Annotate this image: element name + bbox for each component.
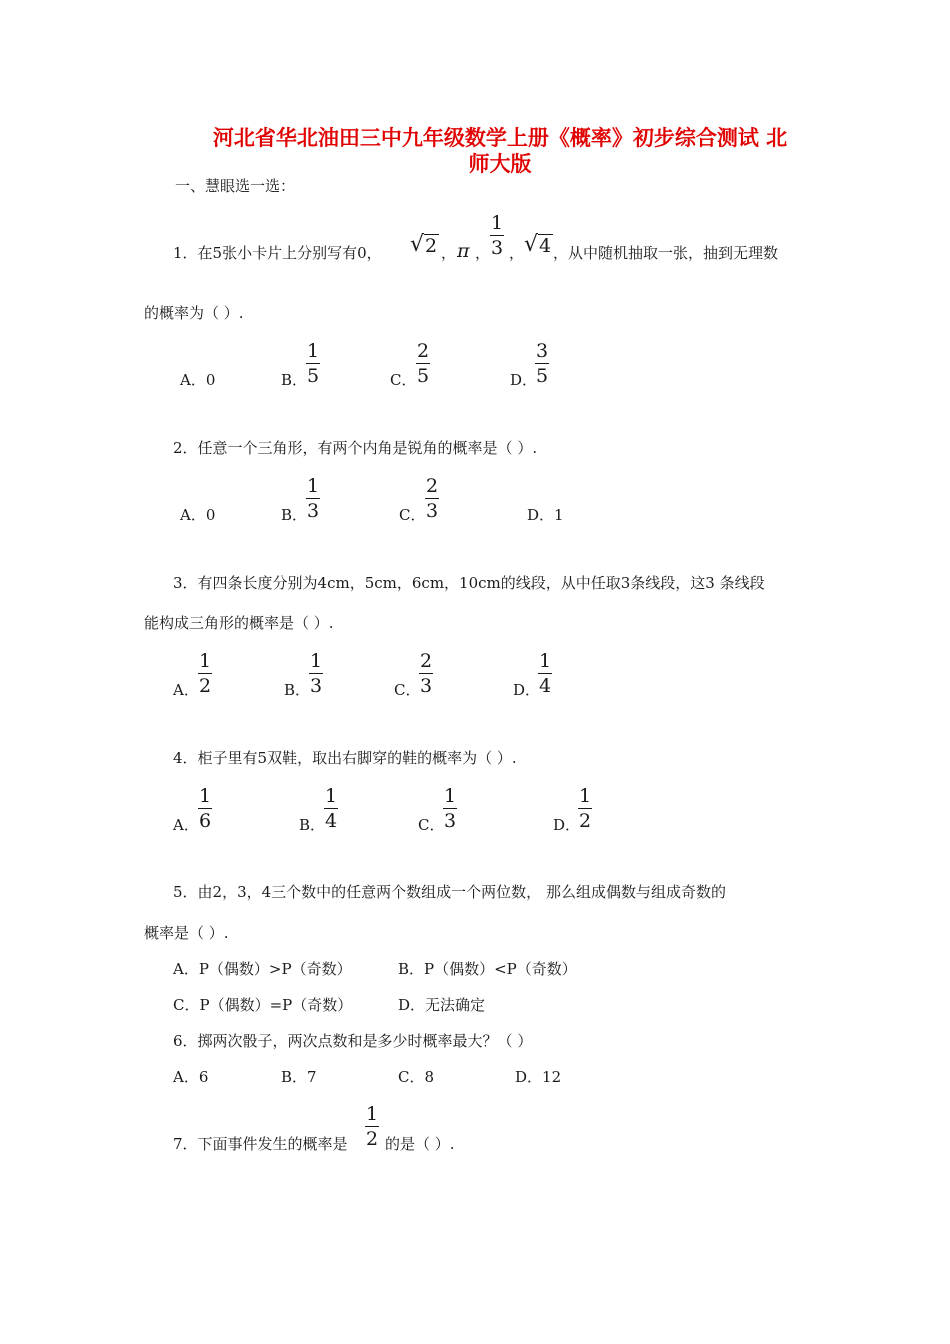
question-6-text: 6．掷两次骰子，两次点数和是多少时概率最大？（ ） xyxy=(173,1032,533,1050)
question-5-text-line-1: 5．由2，3，4三个数中的任意两个数组成一个两位数， 那么组成偶数与组成奇数的 xyxy=(173,883,726,901)
option-a: A．6 xyxy=(173,1068,209,1086)
option-b: B． xyxy=(284,681,311,699)
option-b: B．P（偶数）<P（奇数） xyxy=(398,960,577,978)
question-2-text: 2．任意一个三角形，有两个内角是锐角的概率是（ ）. xyxy=(173,439,538,457)
fraction-one-third xyxy=(490,214,504,258)
option-b-fraction xyxy=(324,787,338,831)
option-b: B．7 xyxy=(281,1068,317,1086)
denominator: 5 xyxy=(536,365,549,387)
numerator: 2 xyxy=(420,650,433,672)
numerator: 1 xyxy=(310,650,323,672)
option-d: D．12 xyxy=(515,1068,562,1086)
denominator: 5 xyxy=(417,365,430,387)
numerator: 2 xyxy=(417,340,430,362)
numerator: 1 xyxy=(491,212,504,234)
option-c: C． xyxy=(399,506,426,524)
option-a: A．P（偶数）>P（奇数） xyxy=(173,960,352,978)
option-a-fraction xyxy=(198,787,212,831)
separator: ， xyxy=(509,244,525,262)
pi-symbol: π xyxy=(457,240,470,262)
option-b-fraction xyxy=(306,477,320,521)
separator: ， xyxy=(475,244,491,262)
question-7-text-end: 的是（ ）. xyxy=(385,1135,455,1153)
document-title-line-1: 河北省华北油田三中九年级数学上册《概率》初步综合测试 北 xyxy=(212,126,788,150)
option-d: D． xyxy=(513,681,541,699)
option-c-fraction xyxy=(443,787,457,831)
option-c: C． xyxy=(418,816,445,834)
sqrt-4-expression xyxy=(524,234,553,256)
option-b: B． xyxy=(281,506,308,524)
option-d: D． xyxy=(510,371,538,389)
numerator: 1 xyxy=(307,475,320,497)
option-c-fraction xyxy=(425,477,439,521)
denominator: 3 xyxy=(444,810,457,832)
option-b: B． xyxy=(299,816,326,834)
denominator: 4 xyxy=(325,810,338,832)
numerator: 1 xyxy=(199,650,212,672)
denominator: 2 xyxy=(199,675,212,697)
option-a: A．0 xyxy=(180,371,216,389)
numerator: 1 xyxy=(579,785,592,807)
separator: ， xyxy=(441,244,457,262)
denominator: 6 xyxy=(199,810,212,832)
denominator: 4 xyxy=(539,675,552,697)
denominator: 3 xyxy=(310,675,323,697)
option-a: A． xyxy=(173,816,199,834)
option-d: D．1 xyxy=(527,506,564,524)
option-d-fraction xyxy=(578,787,592,831)
document-title-line-2: 师大版 xyxy=(468,152,532,176)
option-c: C．P（偶数）=P（奇数） xyxy=(173,996,353,1014)
numerator: 1 xyxy=(325,785,338,807)
option-b-fraction xyxy=(306,342,320,386)
option-a: A． xyxy=(173,681,199,699)
option-c-fraction xyxy=(419,652,433,696)
option-a-fraction xyxy=(198,652,212,696)
option-b-fraction xyxy=(309,652,323,696)
question-1-text-end: ，从中随机抽取一张，抽到无理数 xyxy=(553,244,779,262)
numerator: 1 xyxy=(366,1103,379,1125)
numerator: 1 xyxy=(539,650,552,672)
option-d-fraction xyxy=(535,342,549,386)
option-c: C．8 xyxy=(398,1068,435,1086)
option-d-fraction xyxy=(538,652,552,696)
denominator: 3 xyxy=(420,675,433,697)
denominator: 5 xyxy=(307,365,320,387)
option-a: A．0 xyxy=(180,506,216,524)
denominator: 3 xyxy=(491,237,504,259)
fraction-one-half xyxy=(365,1105,379,1149)
option-c-fraction xyxy=(416,342,430,386)
radicand: 4 xyxy=(539,235,552,257)
question-3-text-line-1: 3．有四条长度分别为4cm，5cm，6cm，10cm的线段，从中任取3条线段，这3 条线段 xyxy=(173,574,765,592)
option-d: D． xyxy=(553,816,581,834)
numerator: 2 xyxy=(426,475,439,497)
radicand: 2 xyxy=(425,235,438,257)
question-7-text-start: 7．下面事件发生的概率是 xyxy=(173,1135,348,1153)
question-1-text-line-2: 的概率为（ ）. xyxy=(144,304,244,322)
option-b: B． xyxy=(281,371,308,389)
option-c: C． xyxy=(394,681,421,699)
question-4-text: 4．柜子里有5双鞋，取出右脚穿的鞋的概率为（ ）. xyxy=(173,749,517,767)
numerator: 1 xyxy=(444,785,457,807)
radical-sign-icon: √ xyxy=(410,232,425,257)
radical-sign-icon: √ xyxy=(524,232,539,257)
question-1-text-start: 1．在5张小卡片上分别写有0， xyxy=(173,244,382,262)
denominator: 2 xyxy=(366,1128,379,1150)
question-5-text-line-2: 概率是（ ）. xyxy=(144,924,229,942)
denominator: 3 xyxy=(426,500,439,522)
denominator: 3 xyxy=(307,500,320,522)
numerator: 1 xyxy=(307,340,320,362)
option-c: C． xyxy=(390,371,417,389)
denominator: 2 xyxy=(579,810,592,832)
numerator: 1 xyxy=(199,785,212,807)
question-3-text-line-2: 能构成三角形的概率是（ ）. xyxy=(144,614,334,632)
numerator: 3 xyxy=(536,340,549,362)
section-heading: 一、慧眼选一选： xyxy=(175,177,296,195)
sqrt-2-expression xyxy=(410,234,439,256)
option-d: D．无法确定 xyxy=(398,996,486,1014)
